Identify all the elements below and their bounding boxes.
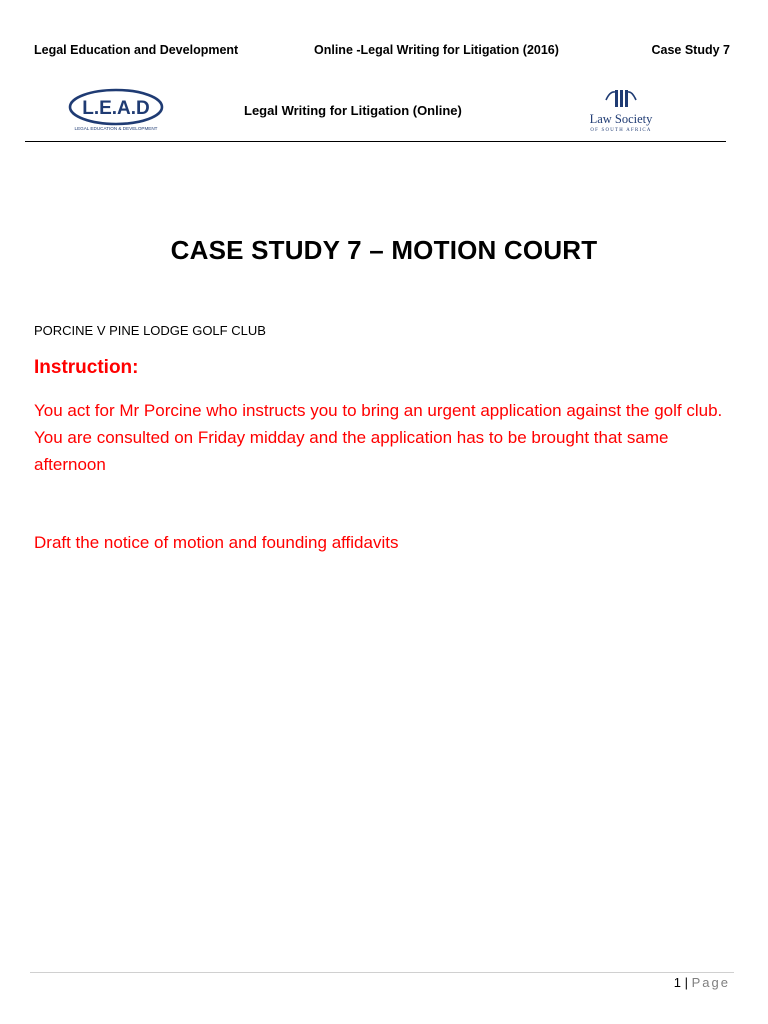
header-left: Legal Education and Development bbox=[34, 43, 239, 57]
header-divider bbox=[25, 141, 726, 142]
draft-instruction: Draft the notice of motion and founding affidavits bbox=[34, 533, 399, 552]
header-center: Online -Legal Writing for Litigation (2016) bbox=[314, 43, 559, 57]
subtitle: Legal Writing for Litigation (Online) bbox=[244, 103, 462, 118]
header-right: Case Study 7 bbox=[651, 43, 730, 57]
lead-logo-tagline: LEGAL EDUCATION & DEVELOPMENT bbox=[74, 126, 158, 131]
law-society-logo bbox=[576, 88, 666, 134]
law-society-logo-tagline: OF SOUTH AFRICA bbox=[590, 128, 652, 133]
law-society-logo-name: Law Society bbox=[589, 112, 653, 126]
lead-logo-name: L.E.A.D bbox=[82, 98, 150, 119]
page-footer bbox=[674, 975, 730, 990]
lead-logo bbox=[66, 86, 170, 134]
instruction-body: You act for Mr Porcine who instructs you to bring an urgent application against the golf club. You are consulted on Friday midday and the application has to be brought that same afternoon bbox=[34, 401, 723, 474]
case-name: PORCINE V PINE LODGE GOLF CLUB bbox=[34, 323, 266, 338]
page-number: 1 bbox=[673, 975, 682, 990]
page-separator: | bbox=[681, 975, 692, 990]
document-title: CASE STUDY 7 – MOTION COURT bbox=[170, 235, 598, 265]
law-society-emblem-icon bbox=[606, 90, 636, 107]
instruction-heading: Instruction: bbox=[34, 357, 139, 378]
footer-divider bbox=[30, 972, 734, 973]
page-label: Page bbox=[691, 975, 730, 990]
